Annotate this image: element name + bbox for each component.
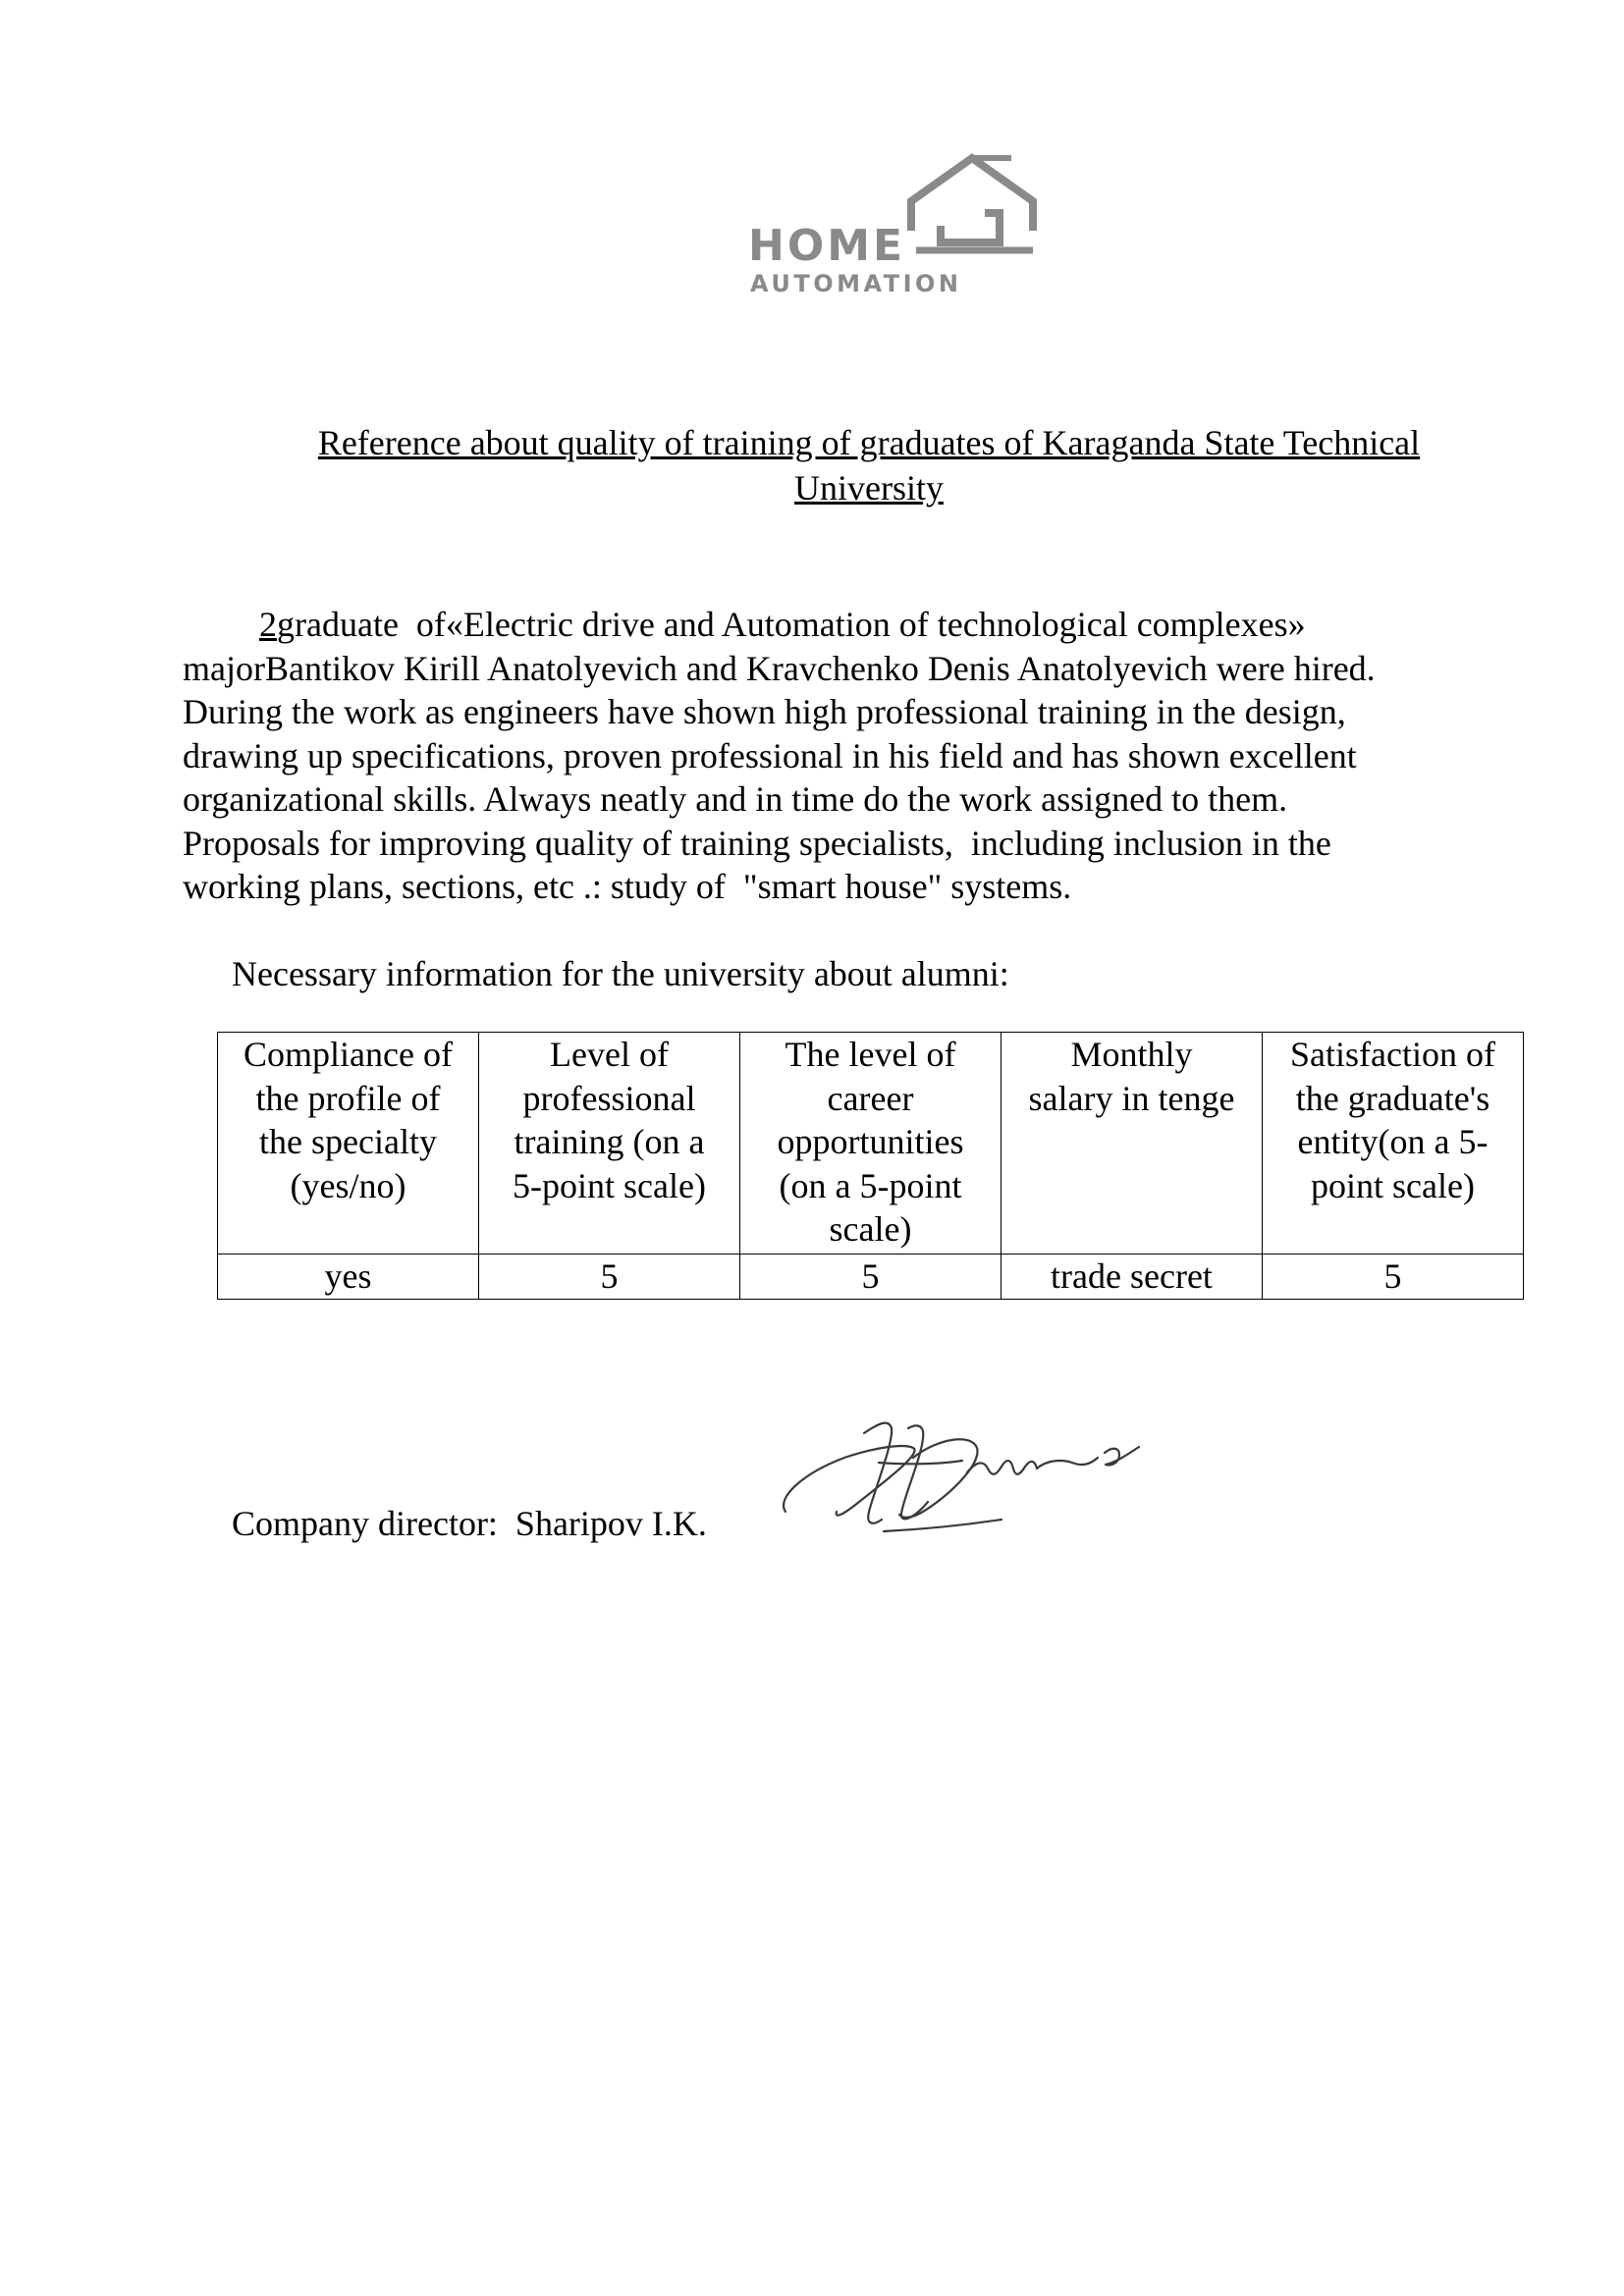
logo-word-home: HOME — [748, 221, 906, 271]
header-compliance: Compliance of the profile of the specialty (yes/no) — [218, 1033, 479, 1255]
handwritten-signature-icon — [766, 1404, 1168, 1541]
header-training-level: Level of professional training (on a 5-point scale) — [479, 1033, 740, 1255]
title-line-1: Reference about quality of training of graduates of Karaganda State Technical — [317, 423, 1421, 462]
value-career-level: 5 — [740, 1255, 1001, 1300]
header-salary: Monthly salary in tenge — [1001, 1033, 1263, 1255]
value-satisfaction: 5 — [1263, 1255, 1524, 1300]
header-satisfaction: Satisfaction of the graduate's entity(on a 5- point scale) — [1263, 1033, 1524, 1255]
graduate-count: 2 — [259, 605, 277, 644]
paragraph-line-6: Proposals for improving quality of training specialists, including inclusion in the — [183, 823, 1331, 863]
logo-word-automation: AUTOMATION — [750, 270, 962, 297]
reference-paragraph — [183, 603, 1538, 909]
paragraph-line-7: working plans, sections, etc .: study of "smart house" systems. — [183, 867, 1072, 906]
paragraph-line-3: During the work as engineers have shown high professional training in the design, — [183, 692, 1346, 731]
company-logo — [744, 152, 1049, 299]
header-career-level: The level of career opportunities (on a 5-point scale) — [740, 1033, 1001, 1255]
document-title — [255, 420, 1483, 510]
title-line-2: University — [794, 468, 944, 507]
paragraph-line-2: majorBantikov Kirill Anatolyevich and Kravchenko Denis Anatolyevich were hired. — [183, 648, 1376, 688]
alumni-table — [217, 1032, 1524, 1300]
paragraph-line-1-text: graduate of«Electric drive and Automation of technological complexes» — [277, 605, 1306, 644]
table-row — [218, 1255, 1524, 1300]
signature-image — [766, 1404, 1168, 1541]
value-compliance: yes — [218, 1255, 479, 1300]
table-header-row — [218, 1033, 1524, 1255]
value-training-level: 5 — [479, 1255, 740, 1300]
paragraph-line-5: organizational skills. Always neatly and in time do the work assigned to them. — [183, 779, 1288, 819]
necessary-info-label: Necessary information for the university about alumni: — [232, 954, 1009, 993]
paragraph-line-4: drawing up specifications, proven professional in his field and has shown excellent — [183, 735, 1357, 775]
paragraph-line-1 — [183, 603, 1538, 647]
company-director-line: Company director: Sharipov I.K. — [232, 1504, 707, 1543]
house-icon — [744, 152, 1049, 299]
value-salary: trade secret — [1001, 1255, 1263, 1300]
